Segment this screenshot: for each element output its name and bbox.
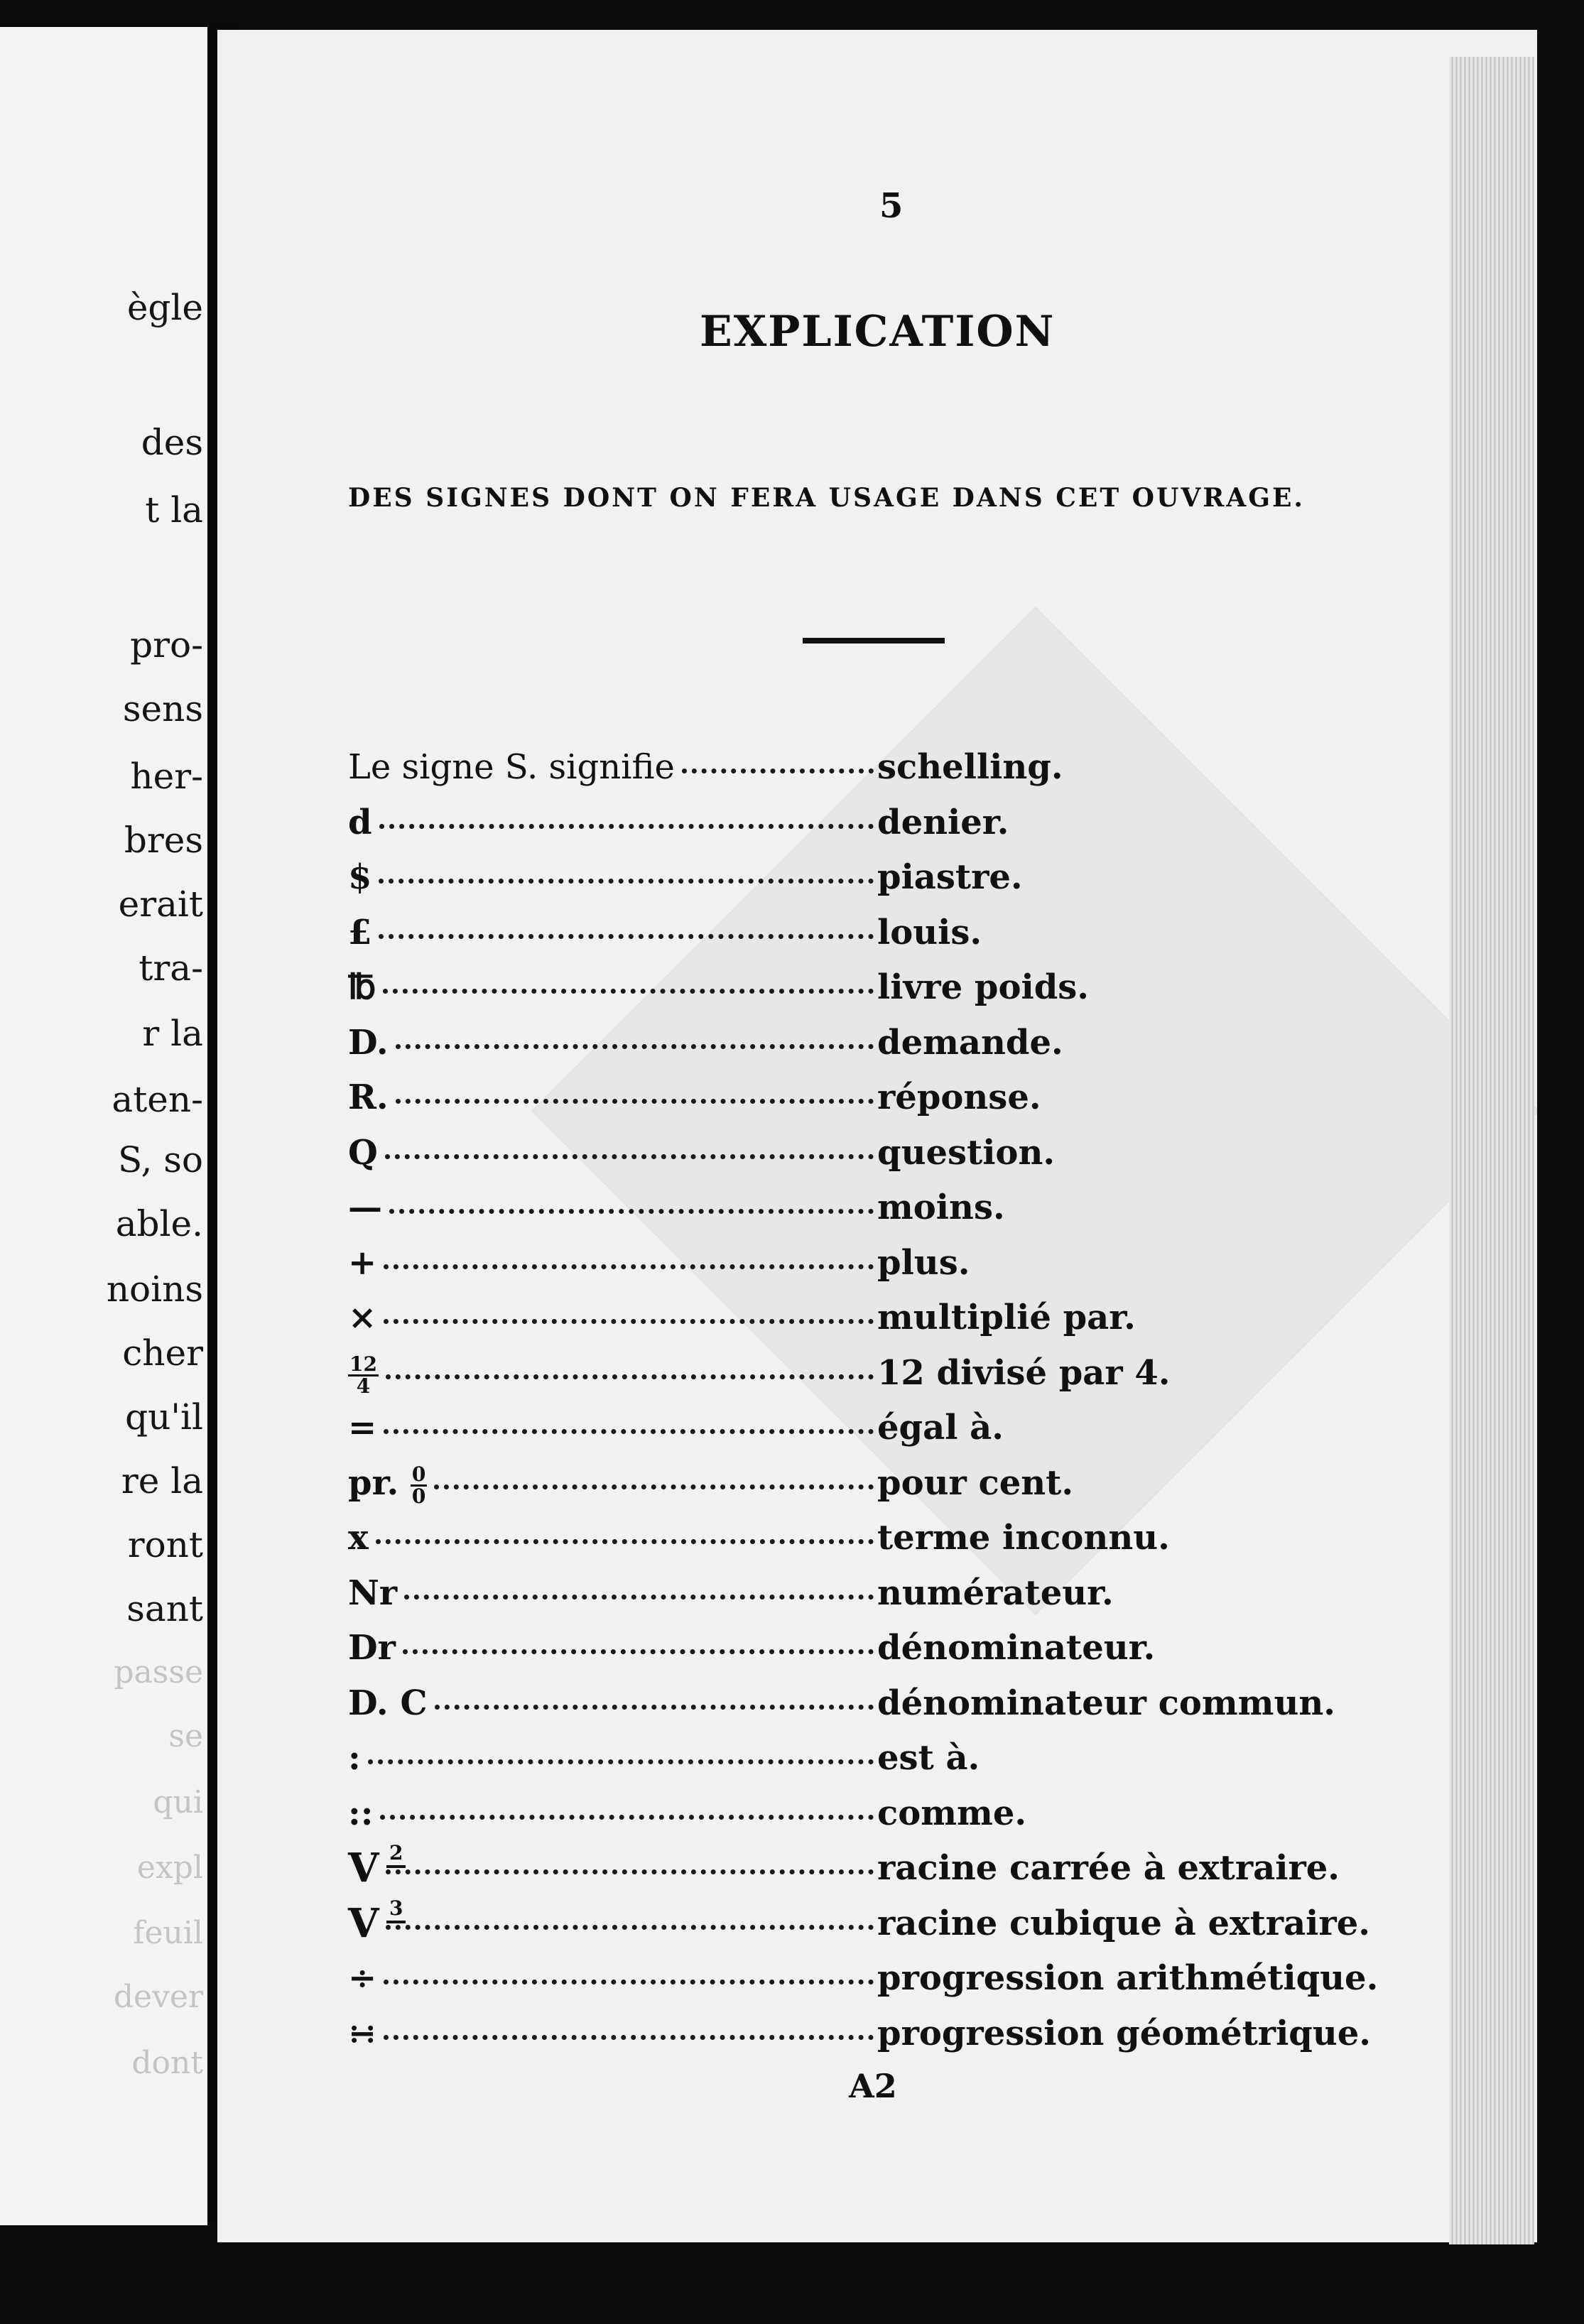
- facing-page: [0, 27, 207, 2225]
- sign-symbol: [348, 746, 675, 788]
- fraction-numerator: 0: [411, 1462, 426, 1486]
- sign-symbol: [348, 1627, 396, 1669]
- sign-symbol: [348, 1406, 376, 1449]
- sign-symbol: [348, 1462, 427, 1506]
- sign-meaning: multiplié par.: [877, 1298, 1136, 1337]
- sign-symbol-text: =: [348, 1408, 377, 1448]
- radical-index: 2: [386, 1841, 406, 1868]
- sign-symbol: [348, 911, 371, 954]
- leader-dots: [383, 980, 874, 994]
- facing-page-line: sens: [122, 688, 203, 729]
- leader-dots: [384, 1421, 874, 1434]
- sign-symbol: [348, 1957, 376, 1999]
- page-edges: [1449, 57, 1534, 2244]
- radical-sign: V: [348, 1845, 379, 1891]
- facing-page-faint-line: expl: [136, 1850, 203, 1886]
- facing-page-line: S, so: [117, 1139, 203, 1180]
- facing-page-line: aten-: [112, 1079, 203, 1120]
- facing-page-line: her-: [130, 756, 203, 797]
- sign-meaning: dénominateur.: [877, 1628, 1156, 1668]
- sign-symbol: [348, 2012, 376, 2055]
- radical-index: 3: [386, 1896, 406, 1923]
- fraction-numerator: 12: [349, 1352, 377, 1376]
- facing-page-line: des: [141, 422, 203, 463]
- leader-dots: [384, 1971, 874, 1984]
- leader-dots: [396, 1036, 874, 1049]
- title-rule: [803, 638, 945, 644]
- sign-symbol: [348, 1296, 376, 1339]
- sign-meaning: plus.: [877, 1242, 970, 1283]
- facing-page-line: qu'il: [125, 1396, 203, 1438]
- page-number: 5: [879, 186, 904, 226]
- sign-symbol: [348, 1737, 361, 1779]
- signature-mark: A2: [849, 2067, 897, 2105]
- sign-symbol-text: Nr: [348, 1573, 398, 1613]
- sign-symbol: [348, 1516, 369, 1559]
- sign-meaning: moins.: [877, 1188, 1005, 1227]
- sign-symbol: [348, 1682, 428, 1725]
- radical-symbol: [348, 1841, 403, 1891]
- leader-dots: [384, 1256, 874, 1269]
- sign-meaning: livre poids.: [877, 967, 1090, 1007]
- leader-dots: [376, 1531, 874, 1544]
- sign-symbol-text: D.: [348, 1022, 389, 1063]
- leader-dots: [434, 1476, 874, 1489]
- sign-symbol: [348, 1021, 389, 1064]
- facing-page-line: noins: [106, 1269, 203, 1310]
- fraction-denominator: 4: [356, 1374, 371, 1398]
- facing-page-faint-line: passe: [114, 1654, 203, 1690]
- sign-symbol-text: D. C: [348, 1683, 428, 1723]
- sign-meaning: demande.: [877, 1022, 1063, 1063]
- facing-page-line: erait: [118, 884, 203, 925]
- sign-meaning: racine carrée à extraire.: [877, 1848, 1340, 1888]
- facing-page-line: re la: [121, 1460, 203, 1502]
- sign-meaning: denier.: [877, 802, 1009, 842]
- facing-page-line: ront: [127, 1524, 203, 1565]
- sign-symbol-text: R.: [348, 1077, 389, 1117]
- sign-symbol-text: pr.: [348, 1462, 399, 1503]
- leader-dots: [379, 815, 874, 829]
- leader-dots: [368, 1751, 874, 1764]
- sign-meaning: comme.: [877, 1793, 1027, 1833]
- sign-symbol-text: £: [348, 912, 372, 952]
- sign-symbol-text: ÷: [348, 1958, 377, 1998]
- sign-symbol-text: ×: [348, 1298, 377, 1337]
- sign-symbol-text: Dr: [348, 1628, 396, 1668]
- sign-meaning: question.: [877, 1132, 1056, 1173]
- sign-symbol-text: ∺: [348, 2013, 377, 2053]
- sign-symbol-text: Le signe S. signifie: [348, 747, 675, 787]
- sign-symbol-text: :: [348, 1738, 361, 1778]
- sign-symbol-text: $: [348, 857, 372, 897]
- facing-page-faint-line: qui: [153, 1784, 203, 1820]
- sign-meaning: schelling.: [877, 747, 1063, 787]
- sign-symbol-text: —: [348, 1188, 382, 1227]
- leader-dots: [435, 1696, 874, 1710]
- sign-symbol-text: ::: [348, 1793, 374, 1833]
- leader-dots: [386, 1366, 874, 1379]
- sign-symbol: [348, 966, 376, 1009]
- leader-dots: [396, 1090, 874, 1104]
- sign-symbol-text: +: [348, 1242, 377, 1283]
- fraction-symbol: [348, 1354, 379, 1396]
- facing-page-faint-line: dever: [113, 1979, 203, 2015]
- page-title: EXPLICATION: [700, 307, 1056, 357]
- sign-meaning: racine cubique à extraire.: [877, 1903, 1370, 1943]
- facing-page-faint-line: feuil: [133, 1915, 203, 1951]
- leader-dots: [379, 925, 874, 939]
- facing-page-line: tra-: [139, 947, 203, 989]
- leader-dots: [384, 1310, 874, 1324]
- facing-page-line: able.: [115, 1203, 203, 1244]
- radical-sign: V: [348, 1899, 379, 1947]
- sign-meaning: numérateur.: [877, 1573, 1114, 1613]
- sign-meaning: égal à.: [877, 1408, 1004, 1448]
- leader-dots: [379, 870, 874, 884]
- facing-page-faint-line: dont: [131, 2045, 203, 2081]
- radical-symbol: [348, 1896, 403, 1947]
- sign-symbol-text: ℔: [348, 967, 376, 1007]
- leader-dots: [404, 1586, 874, 1600]
- sign-symbol: [348, 1131, 378, 1174]
- facing-page-line: t la: [145, 489, 203, 531]
- sign-meaning: réponse.: [877, 1077, 1041, 1117]
- facing-page-line: pro-: [130, 624, 203, 666]
- sign-symbol: [348, 856, 371, 898]
- sign-meaning: terme inconnu.: [877, 1518, 1170, 1558]
- sign-symbol: [348, 1186, 382, 1229]
- sign-meaning: piastre.: [877, 857, 1023, 897]
- leader-dots: [384, 2026, 874, 2040]
- facing-page-line: bres: [124, 820, 203, 861]
- sign-symbol: [348, 1896, 403, 1947]
- leader-dots: [380, 1806, 874, 1820]
- sign-symbol: [348, 1841, 403, 1891]
- leader-dots: [403, 1641, 874, 1654]
- sign-meaning: pour cent.: [877, 1462, 1074, 1503]
- sign-symbol: [348, 1792, 373, 1835]
- fraction-denominator: 0: [411, 1484, 426, 1508]
- facing-page-faint-line: se: [168, 1718, 203, 1754]
- sign-symbol: [348, 1076, 389, 1119]
- sign-symbol: [348, 801, 372, 844]
- sign-symbol: [348, 1242, 376, 1284]
- sign-symbol: [348, 1352, 379, 1396]
- leader-dots: [386, 1861, 874, 1874]
- page-subtitle: DES SIGNES DONT ON FERA USAGE DANS CET OUVRAGE.: [348, 483, 1305, 513]
- facing-page-line: cher: [122, 1332, 203, 1374]
- sign-symbol-text: Q: [348, 1132, 378, 1173]
- sign-meaning: progression géométrique.: [877, 2013, 1372, 2053]
- sign-meaning: louis.: [877, 912, 982, 952]
- facing-page-line: ègle: [126, 287, 203, 328]
- sign-symbol-text: x: [348, 1518, 369, 1558]
- leader-dots: [385, 1146, 874, 1159]
- leader-dots: [389, 1200, 874, 1214]
- sign-meaning: 12 divisé par 4.: [877, 1352, 1171, 1393]
- facing-page-line: r la: [142, 1013, 203, 1054]
- leader-dots: [386, 1916, 874, 1930]
- sign-meaning: progression arithmétique.: [877, 1958, 1379, 1998]
- sign-meaning: est à.: [877, 1738, 980, 1778]
- sign-symbol: [348, 1572, 397, 1614]
- facing-page-line: sant: [126, 1588, 203, 1629]
- sign-symbol-text: d: [348, 802, 372, 842]
- sign-meaning: dénominateur commun.: [877, 1683, 1335, 1723]
- fraction-symbol: [411, 1462, 427, 1508]
- leader-dots: [682, 760, 874, 773]
